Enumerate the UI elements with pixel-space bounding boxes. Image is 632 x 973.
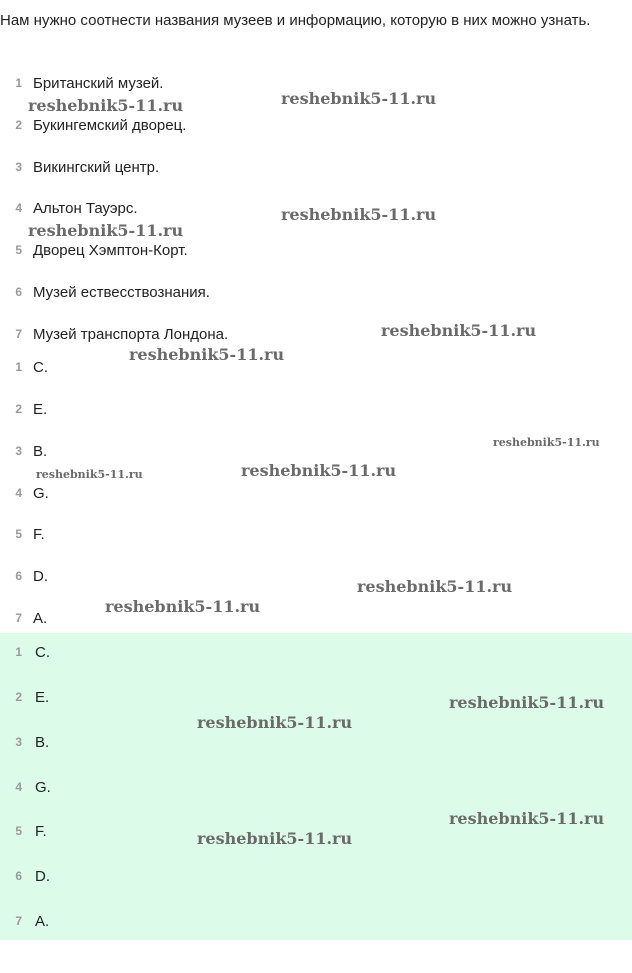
watermark: reshebnik5-11.ru <box>36 468 143 481</box>
item-number: 7 <box>15 914 22 928</box>
item-number: 2 <box>15 118 22 132</box>
item-text: E. <box>35 688 50 706</box>
item-number: 2 <box>15 690 22 704</box>
item-text: Букингемский дворец. <box>33 116 187 134</box>
item-text: B. <box>33 442 48 460</box>
item-number: 4 <box>15 486 22 500</box>
list-item <box>0 606 47 630</box>
watermark: reshebnik5-11.ru <box>381 321 537 340</box>
list-item <box>0 730 49 754</box>
list-item <box>0 397 47 421</box>
item-number: 7 <box>15 327 22 341</box>
item-text: C. <box>33 358 48 376</box>
item-number: 5 <box>15 824 22 838</box>
list-item <box>0 481 49 505</box>
list-item <box>0 864 50 888</box>
item-number: 6 <box>15 285 22 299</box>
item-text: Музей ествесствознания. <box>33 283 210 301</box>
watermark: reshebnik5-11.ru <box>28 221 184 240</box>
item-number: 6 <box>15 569 22 583</box>
watermark: reshebnik5-11.ru <box>493 436 600 449</box>
list-item <box>0 155 159 179</box>
item-text: F. <box>35 822 47 840</box>
task-description: Нам нужно соотнести названия музеев и информацию, которую в них можно узнать. <box>0 12 591 29</box>
watermark: reshebnik5-11.ru <box>449 809 605 828</box>
item-number: 7 <box>15 611 22 625</box>
watermark: reshebnik5-11.ru <box>197 829 353 848</box>
item-number: 5 <box>15 243 22 257</box>
item-text: Британский музей. <box>33 74 164 92</box>
list-item <box>0 909 49 933</box>
item-text: D. <box>33 567 48 585</box>
item-text: E. <box>33 400 48 418</box>
watermark: reshebnik5-11.ru <box>357 577 513 596</box>
list-item <box>0 775 51 799</box>
item-number: 1 <box>15 645 22 659</box>
list-item <box>0 113 186 137</box>
list-item <box>0 196 138 220</box>
watermark: reshebnik5-11.ru <box>281 205 437 224</box>
item-text: D. <box>35 867 50 885</box>
item-number: 3 <box>15 735 22 749</box>
list-item <box>0 522 45 546</box>
list-item <box>0 564 48 588</box>
item-number: 1 <box>15 360 22 374</box>
item-number: 5 <box>15 527 22 541</box>
list-item <box>0 280 210 304</box>
item-text: Альтон Тауэрс. <box>33 199 138 217</box>
item-text: Дворец Хэмптон-Корт. <box>33 241 188 259</box>
watermark: reshebnik5-11.ru <box>129 345 285 364</box>
list-item <box>0 322 228 346</box>
item-text: A. <box>35 912 50 930</box>
watermark: reshebnik5-11.ru <box>197 713 353 732</box>
item-number: 2 <box>15 402 22 416</box>
item-number: 3 <box>15 160 22 174</box>
answer-block <box>0 633 632 940</box>
item-text: G. <box>35 778 51 796</box>
watermark: reshebnik5-11.ru <box>281 89 437 108</box>
item-text: Викингский центр. <box>33 158 160 176</box>
item-number: 4 <box>15 780 22 794</box>
item-text: Музей транспорта Лондона. <box>33 325 229 343</box>
item-number: 6 <box>15 869 22 883</box>
item-number: 1 <box>15 76 22 90</box>
list-item <box>0 439 47 463</box>
watermark: reshebnik5-11.ru <box>105 597 261 616</box>
watermark: reshebnik5-11.ru <box>28 96 184 115</box>
watermark: reshebnik5-11.ru <box>449 693 605 712</box>
list-item <box>0 355 48 379</box>
list-item <box>0 819 47 843</box>
item-number: 3 <box>15 444 22 458</box>
list-item <box>0 71 163 95</box>
item-number: 4 <box>15 201 22 215</box>
watermark: reshebnik5-11.ru <box>241 461 397 480</box>
item-text: B. <box>35 733 50 751</box>
item-text: F. <box>33 525 45 543</box>
list-item <box>0 640 50 664</box>
list-item <box>0 238 188 262</box>
item-text: A. <box>33 609 48 627</box>
item-text: G. <box>33 484 49 502</box>
list-item <box>0 685 49 709</box>
item-text: C. <box>35 643 50 661</box>
